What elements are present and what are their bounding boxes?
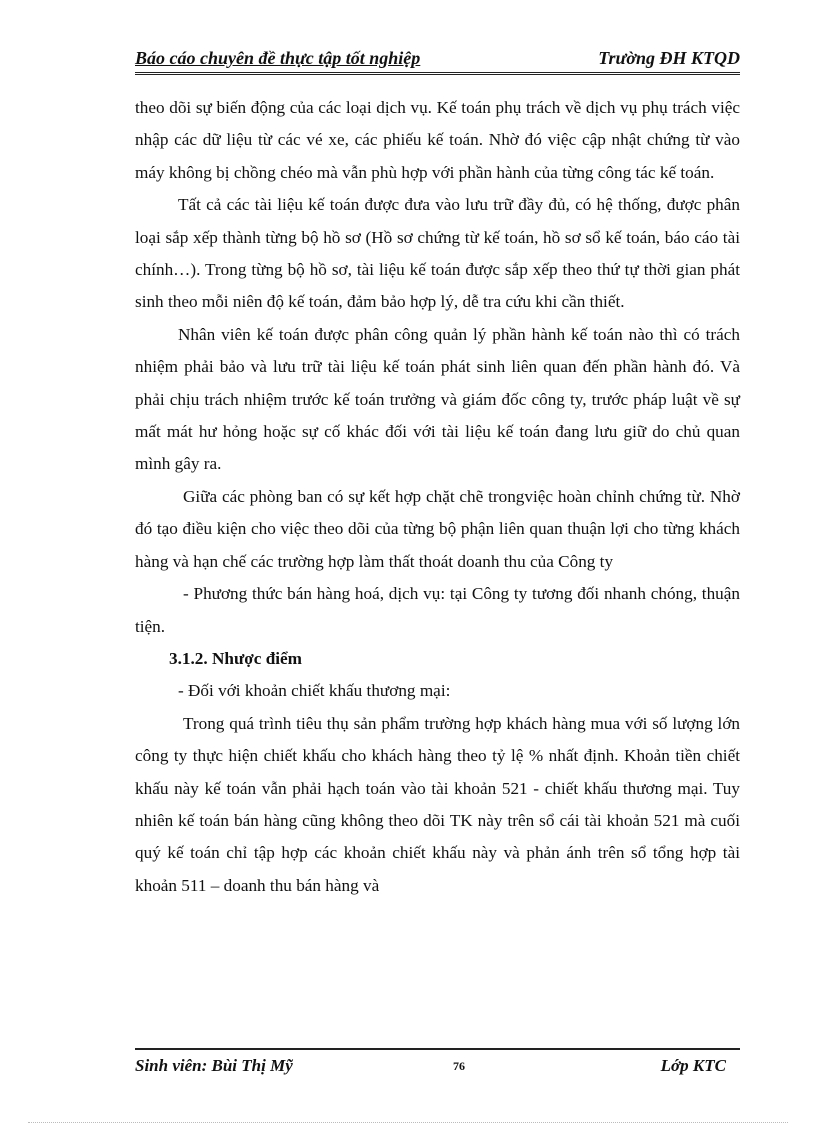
paragraph-sales-method: - Phương thức bán hàng hoá, dịch vụ: tại Công ty tương đối nhanh chóng, thuận tiện. <box>135 584 740 636</box>
page-header <box>135 48 740 75</box>
paragraph-archiving: Tất cả các tài liệu kế toán được đưa vào lưu trữ đầy đủ, có hệ thống, được phân loại sắp xếp thành từng bộ hồ sơ (Hồ sơ chứng từ kế toán, hồ sơ sổ kế toán, báo cáo tài chính…). Trong từng bộ hồ sơ, tài liệu kế toán được sắp xếp theo thứ tự thời gian phát sinh theo mỗi niên độ kế toán, đảm bảo hợp lý, dễ tra cứu khi cần thiết. <box>135 195 740 312</box>
page-footer <box>135 1048 740 1080</box>
paragraph-discount-title: - Đối với khoản chiết khấu thương mại: <box>178 681 451 701</box>
header-university: Trường ĐH KTQD <box>598 48 740 68</box>
paragraph-discount: Trong quá trình tiêu thụ sản phẩm trường hợp khách hàng mua với số lượng lớn công ty thực hiện chiết khấu cho khách hàng theo tỷ lệ % nhất định. Khoản tiền chiết khấu này kế toán vẫn phải hạch toán vào tài khoản 521 - chiết khấu thương mại. Tuy nhiên kế toán bán hàng cũng không theo dõi TK này trên sổ cái tài khoản 521 mà cuối quý kế toán chỉ tập hợp các khoản chiết khấu này và phản ánh trên sổ tổng hợp tài khoản 511 – doanh thu bán hàng và <box>135 713 740 895</box>
paragraph-coordination: Giữa các phòng ban có sự kết hợp chặt chẽ trongviệc hoàn chỉnh chứng từ. Nhờ đó tạo điều kiện cho việc theo dõi của từng bộ phận liên quan thuận lợi cho từng khách hàng và hạn chế các trường hợp làm thất thoát doanh thu của Công ty <box>135 486 740 571</box>
page-number: 76 <box>453 1059 465 1073</box>
header-report-title: Báo cáo chuyên đề thực tập tốt nghiệp <box>135 48 421 68</box>
footer-class: Lớp KTC <box>660 1056 726 1075</box>
section-heading: 3.1.2. Nhược điểm <box>169 648 302 668</box>
footer-student: Sinh viên: Bùi Thị Mỹ <box>135 1056 293 1075</box>
page-body <box>135 92 740 902</box>
paragraph-continued: theo dõi sự biến động của các loại dịch vụ. Kế toán phụ trách về dịch vụ phụ trách việc nhập các dữ liệu từ các vé xe, các phiếu kế toán. Nhờ đó việc cập nhật chứng từ vào máy không bị chồng chéo mà vẫn phù hợp với phần hành của từng công tác kế toán. <box>135 98 740 182</box>
paragraph-staff-responsibility: Nhân viên kế toán được phân công quản lý phần hành kế toán nào thì có trách nhiệm phải bảo và lưu trữ tài liệu kế toán phát sinh liên quan đến phần hành đó. Và phải chịu trách nhiệm trước kế toán trưởng và giám đốc công ty, trước pháp luật về sự mất mát hư hỏng hoặc sự cố khác đối với tài liệu kế toán đang lưu giữ do chủ quan mình gây ra. <box>135 324 740 474</box>
